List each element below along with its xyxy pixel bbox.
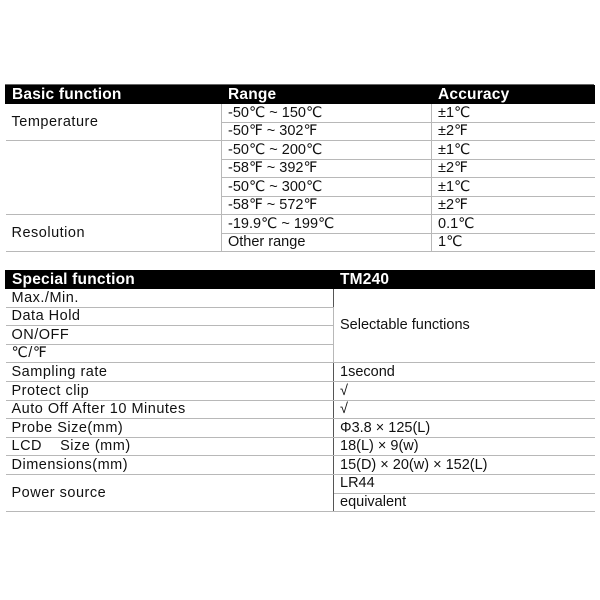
range-cell: Other range (222, 233, 432, 252)
table-row (6, 437, 595, 456)
row-label-empty (6, 141, 222, 215)
feature-label: ON/OFF (6, 326, 334, 345)
table-row (6, 289, 595, 308)
accuracy-cell: 1℃ (432, 233, 595, 252)
table-row (6, 104, 595, 123)
accuracy-cell: ±1℃ (432, 104, 595, 123)
table-row (6, 456, 595, 475)
basic-function-table (5, 85, 595, 252)
feature-label: Protect clip (6, 381, 334, 400)
checkmark-value: √ (334, 400, 595, 419)
accuracy-cell: ±2℉ (432, 196, 595, 215)
table-row (6, 474, 595, 493)
checkmark-value: √ (334, 381, 595, 400)
table-row (6, 141, 595, 160)
selectable-functions-value: Selectable functions (334, 289, 595, 363)
special-function-table (5, 270, 595, 512)
feature-value: Φ3.8 × 125(L) (334, 419, 595, 438)
header-range: Range (222, 86, 432, 104)
feature-label: LCD Size (mm) (6, 437, 334, 456)
power-source-value: equivalent (334, 493, 595, 512)
feature-label: ℃/℉ (6, 344, 334, 363)
power-source-label: Power source (6, 474, 334, 511)
accuracy-cell: ±2℉ (432, 159, 595, 178)
header-accuracy: Accuracy (432, 86, 595, 104)
feature-label: Data Hold (6, 307, 334, 326)
feature-label: Dimensions(mm) (6, 456, 334, 475)
accuracy-cell: ±1℃ (432, 178, 595, 197)
table-row (6, 381, 595, 400)
row-label-temperature: Temperature (6, 104, 222, 141)
feature-label: Max./Min. (6, 289, 334, 308)
table-row (6, 363, 595, 382)
feature-value: 18(L) × 9(w) (334, 437, 595, 456)
feature-value: 1second (334, 363, 595, 382)
feature-label: Auto Off After 10 Minutes (6, 400, 334, 419)
table-row (6, 400, 595, 419)
row-label-resolution: Resolution (6, 215, 222, 252)
feature-label: Sampling rate (6, 363, 334, 382)
feature-label: Probe Size(mm) (6, 419, 334, 438)
header-basic-function: Basic function (6, 86, 222, 104)
range-cell: -50℃ ~ 150℃ (222, 104, 432, 123)
range-cell: -50℃ ~ 200℃ (222, 141, 432, 160)
accuracy-cell: ±1℃ (432, 141, 595, 160)
header-model: TM240 (334, 271, 595, 289)
feature-value: 15(D) × 20(w) × 152(L) (334, 456, 595, 475)
header-special-function: Special function (6, 271, 334, 289)
accuracy-cell: 0.1℃ (432, 215, 595, 234)
power-source-value: LR44 (334, 474, 595, 493)
range-cell: -58℉ ~ 572℉ (222, 196, 432, 215)
table-row (6, 215, 595, 234)
accuracy-cell: ±2℉ (432, 122, 595, 141)
range-cell: -50℉ ~ 302℉ (222, 122, 432, 141)
range-cell: -58℉ ~ 392℉ (222, 159, 432, 178)
table-row (6, 419, 595, 438)
range-cell: -19.9℃ ~ 199℃ (222, 215, 432, 234)
range-cell: -50℃ ~ 300℃ (222, 178, 432, 197)
